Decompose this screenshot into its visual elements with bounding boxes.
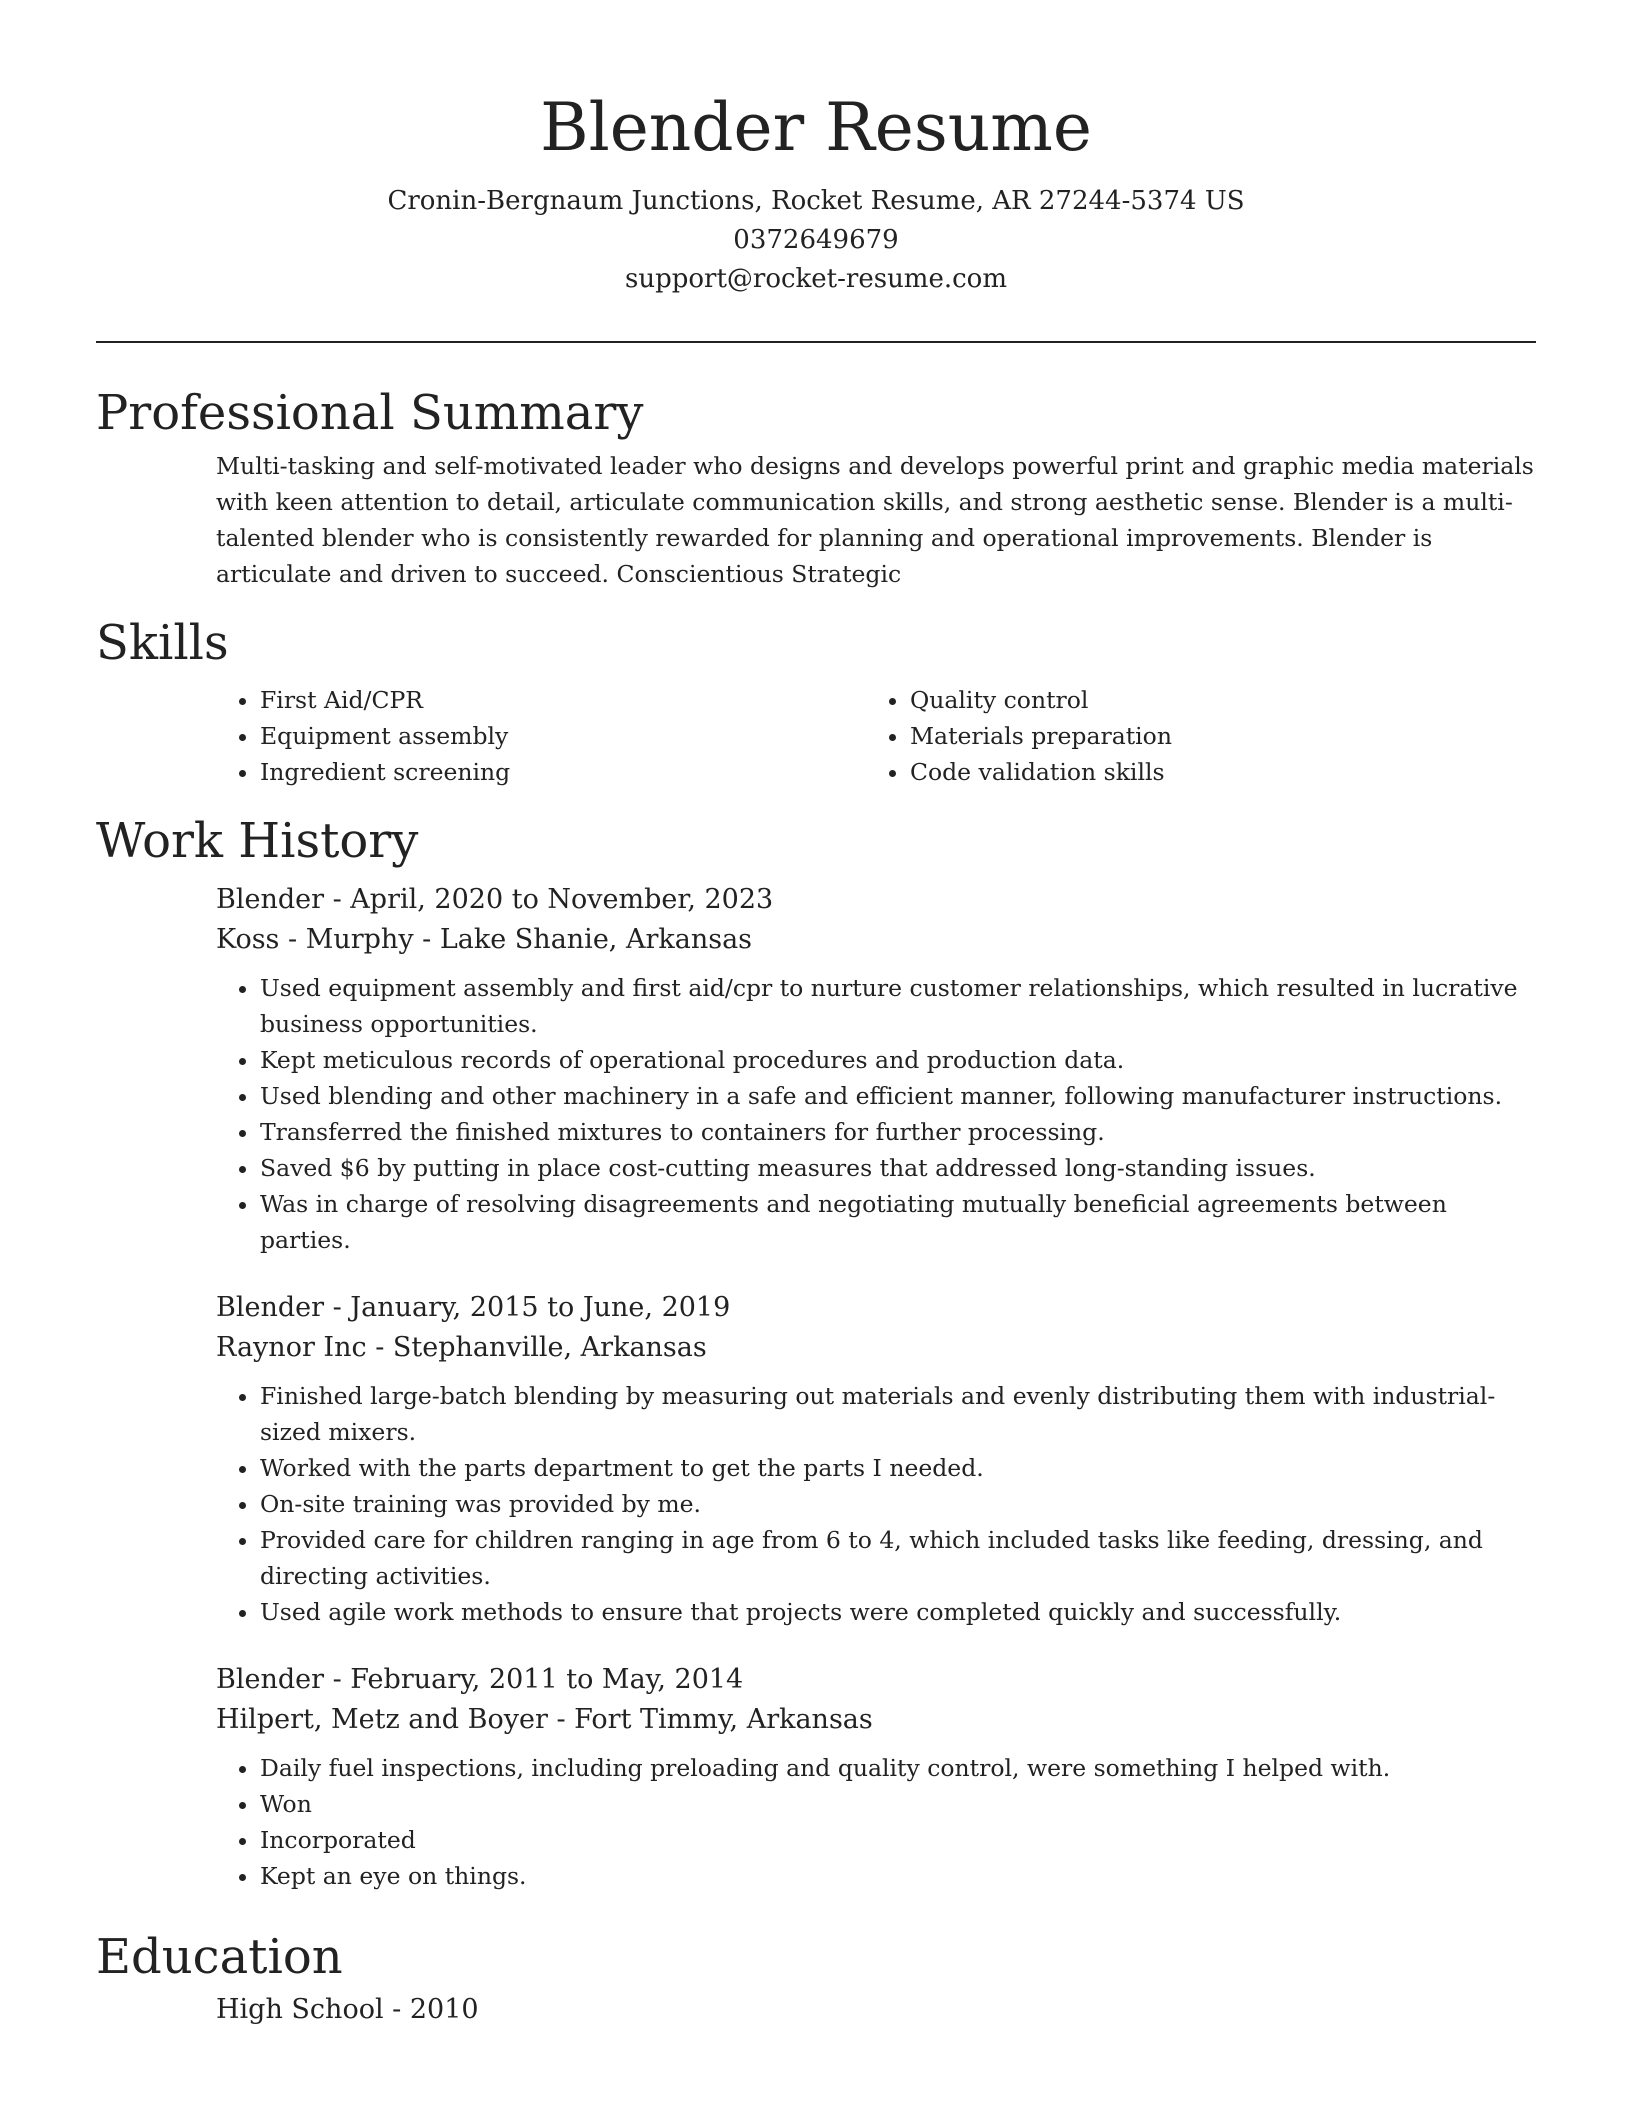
- job-bullets: [216, 970, 1536, 1258]
- skills-grid: [216, 682, 1536, 790]
- summary-text: Multi-tasking and self-motivated leader who designs and develops powerful print and graphic media materials with keen attention to detail, articulate communication skills, and strong aesthetic sense. Blender is a multi-talented blender who is consistently rewarded for planning and operational improvements. Blender is articulate and driven to succeed. Conscientious Strategic: [216, 452, 1534, 588]
- job-bullet: • Finished large-batch blending by measuring out materials and evenly distributing them with industrial-sized mixers.: [260, 1378, 1536, 1450]
- education-entry: High School - 2010: [216, 1994, 479, 2025]
- work-history-section: [96, 808, 1536, 1894]
- job-bullet: • Provided care for children ranging in age from 6 to 4, which included tasks like feeding, dressing, and directing activities.: [260, 1522, 1536, 1594]
- summary-heading: Professional Summary: [96, 385, 644, 441]
- job-bullet: • On-site training was provided by me.: [260, 1486, 1536, 1522]
- education-heading: Education: [96, 1929, 343, 1985]
- job-bullet: • Incorporated: [260, 1822, 1536, 1858]
- job-entry: [216, 1288, 1536, 1630]
- job-bullets: [216, 1378, 1536, 1630]
- job-bullet: • Kept meticulous records of operational procedures and production data.: [260, 1042, 1536, 1078]
- job-bullet: • Was in charge of resolving disagreements and negotiating mutually beneficial agreements between parties.: [260, 1186, 1536, 1258]
- job-bullet: • Used equipment assembly and first aid/cpr to nurture customer relationships, which resulted in lucrative business opportunities.: [260, 970, 1536, 1042]
- skill-item: • Quality control: [910, 682, 1516, 718]
- resume-name: Blender Resume: [540, 89, 1092, 166]
- resume-header: [96, 80, 1536, 299]
- summary-section: [96, 380, 1536, 592]
- job-bullet: • Transferred the finished mixtures to containers for further processing.: [260, 1114, 1536, 1150]
- contact-email: support@rocket-resume.com: [624, 264, 1007, 294]
- skills-list-right: [866, 682, 1516, 790]
- job-bullet: • Won: [260, 1786, 1536, 1822]
- job-title-line: Blender - February, 2011 to May, 2014: [216, 1664, 744, 1695]
- job-bullet: • Kept an eye on things.: [260, 1858, 1536, 1894]
- job-company-line: Raynor Inc - Stephanville, Arkansas: [216, 1332, 707, 1363]
- job-bullet: • Saved $6 by putting in place cost-cutting measures that addressed long-standing issues.: [260, 1150, 1536, 1186]
- contact-block: [96, 182, 1536, 299]
- job-title-line: Blender - April, 2020 to November, 2023: [216, 884, 774, 915]
- job-entry: [216, 1660, 1536, 1894]
- header-divider: [96, 341, 1536, 343]
- education-section: [96, 1924, 1536, 2030]
- job-bullets: [216, 1750, 1536, 1894]
- job-company-line: Koss - Murphy - Lake Shanie, Arkansas: [216, 924, 753, 955]
- contact-phone: 0372649679: [733, 225, 899, 255]
- skills-heading: Skills: [96, 615, 229, 671]
- skill-item: • Ingredient screening: [260, 754, 866, 790]
- job-bullet: • Used agile work methods to ensure that projects were completed quickly and successfully.: [260, 1594, 1536, 1630]
- work-history-heading: Work History: [96, 813, 419, 869]
- job-company-line: Hilpert, Metz and Boyer - Fort Timmy, Arkansas: [216, 1704, 873, 1735]
- resume-content: [96, 380, 1536, 2030]
- job-bullet: • Used blending and other machinery in a safe and efficient manner, following manufacturer instructions.: [260, 1078, 1536, 1114]
- contact-address: Cronin-Bergnaum Junctions, Rocket Resume, AR 27244-5374 US: [387, 186, 1245, 216]
- job-entry: [216, 880, 1536, 1258]
- skills-list-left: [216, 682, 866, 790]
- skill-item: • Code validation skills: [910, 754, 1516, 790]
- skill-item: • Materials preparation: [910, 718, 1516, 754]
- job-bullet: • Daily fuel inspections, including preloading and quality control, were something I helped with.: [260, 1750, 1536, 1786]
- job-bullet: • Worked with the parts department to get the parts I needed.: [260, 1450, 1536, 1486]
- skills-section: [96, 610, 1536, 790]
- skill-item: • Equipment assembly: [260, 718, 866, 754]
- skill-item: • First Aid/CPR: [260, 682, 866, 718]
- job-title-line: Blender - January, 2015 to June, 2019: [216, 1292, 731, 1323]
